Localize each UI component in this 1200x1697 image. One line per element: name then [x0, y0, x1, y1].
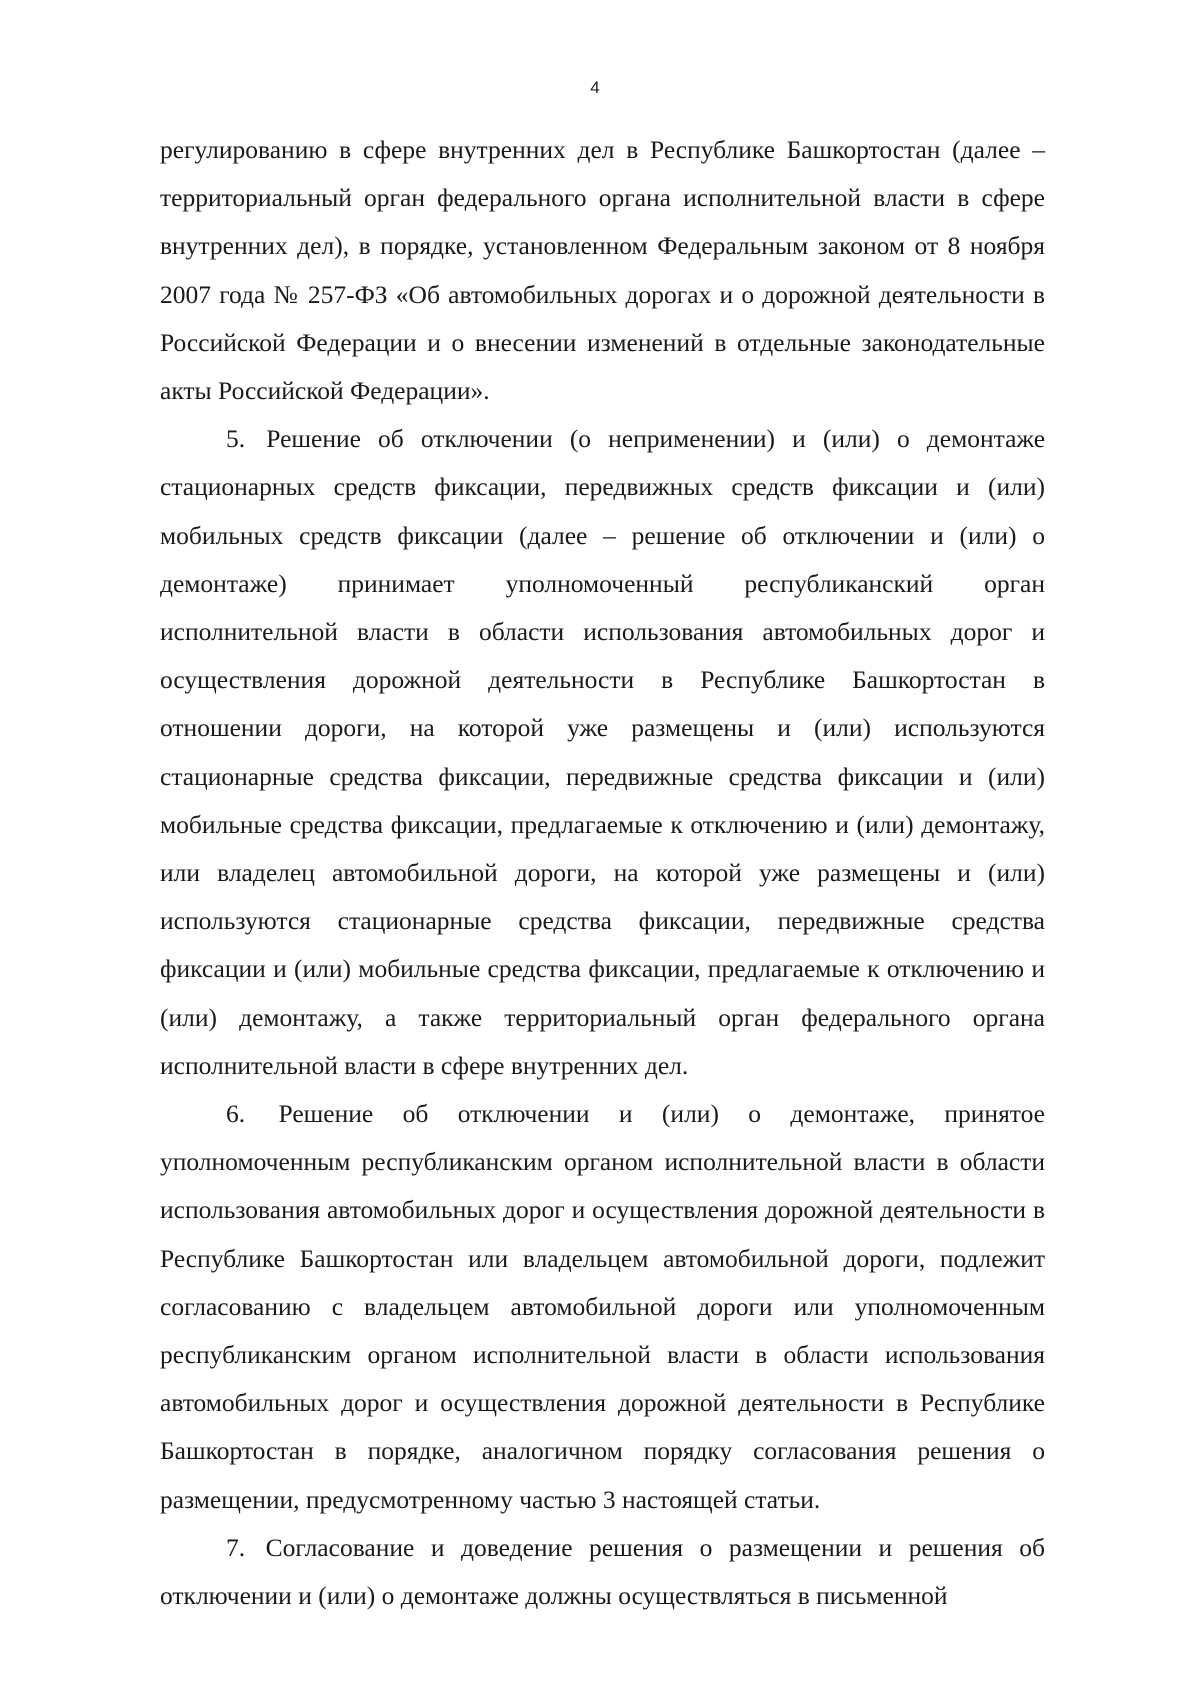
paragraph-continuation [160, 126, 1045, 415]
paragraph-text: Решение об отключении и (или) о демонтаже, принятое уполномоченным республиканским органом исполнительной власти в области использования автомобильных дорог и осуществления дорожной деятельности в Республике Башкортостан или владельцем автомобильной дороги, подлежит согласованию с владельцем автомобильной дороги или уполномоченным республиканским органом исполнительной власти в области использования автомобильных дорог и осуществления дорожной деятельности в Республике Башкортостан в порядке, аналогичном порядку согласования решения о размещении, предусмотренному частью 3 настоящей статьи. [160, 1099, 1045, 1514]
paragraph-number: 7. [226, 1532, 246, 1562]
paragraph-6 [160, 1090, 1045, 1524]
paragraph-text: Решение об отключении (о неприменении) и (или) о демонтаже стационарных средств фиксации, передвижных средств фиксации и (или) мобильных средств фиксации (далее – решение об отключении и (или) о демонтаже) принимает уполномоченный республиканский орган исполнительной власти в области использования автомобильных дорог и осуществления дорожной деятельности в Республике Башкортостан в отношении дороги, на которой уже размещены и (или) используются стационарные средства фиксации, передвижные средства фиксации и (или) мобильные средства фиксации, предлагаемые к отключению и (или) демонтажу, или владелец автомобильной дороги, на которой уже размещены и (или) используются стационарные средства фиксации, передвижные средства фиксации и (или) мобильные средства фиксации, предлагаемые к отключению и (или) демонтажу, а также территориальный орган федерального органа исполнительной власти в сфере внутренних дел. [160, 424, 1046, 1080]
paragraph-number: 6. [226, 1099, 246, 1129]
page-number: 4 [590, 78, 600, 97]
paragraph-text: Согласование и доведение решения о размещении и решения об отключении и (или) о демонтаже должны осуществляться в письменной [160, 1532, 1046, 1611]
paragraph-text: регулированию в сфере внутренних дел в Республике Башкортостан (далее – территориальный орган федерального органа исполнительной власти в сфере внутренних дел), в порядке, установленном Федеральным законом от 8 ноября 2007 года № 257-ФЗ «Об автомобильных дорогах и о дорожной деятельности в Российской Федерации и о внесении изменений в отдельные законодательные акты Российской Федерации». [160, 135, 1045, 406]
paragraph-5 [160, 415, 1045, 1090]
paragraph-number: 5. [226, 424, 246, 454]
document-body [160, 126, 1045, 1620]
paragraph-7 [160, 1524, 1045, 1620]
